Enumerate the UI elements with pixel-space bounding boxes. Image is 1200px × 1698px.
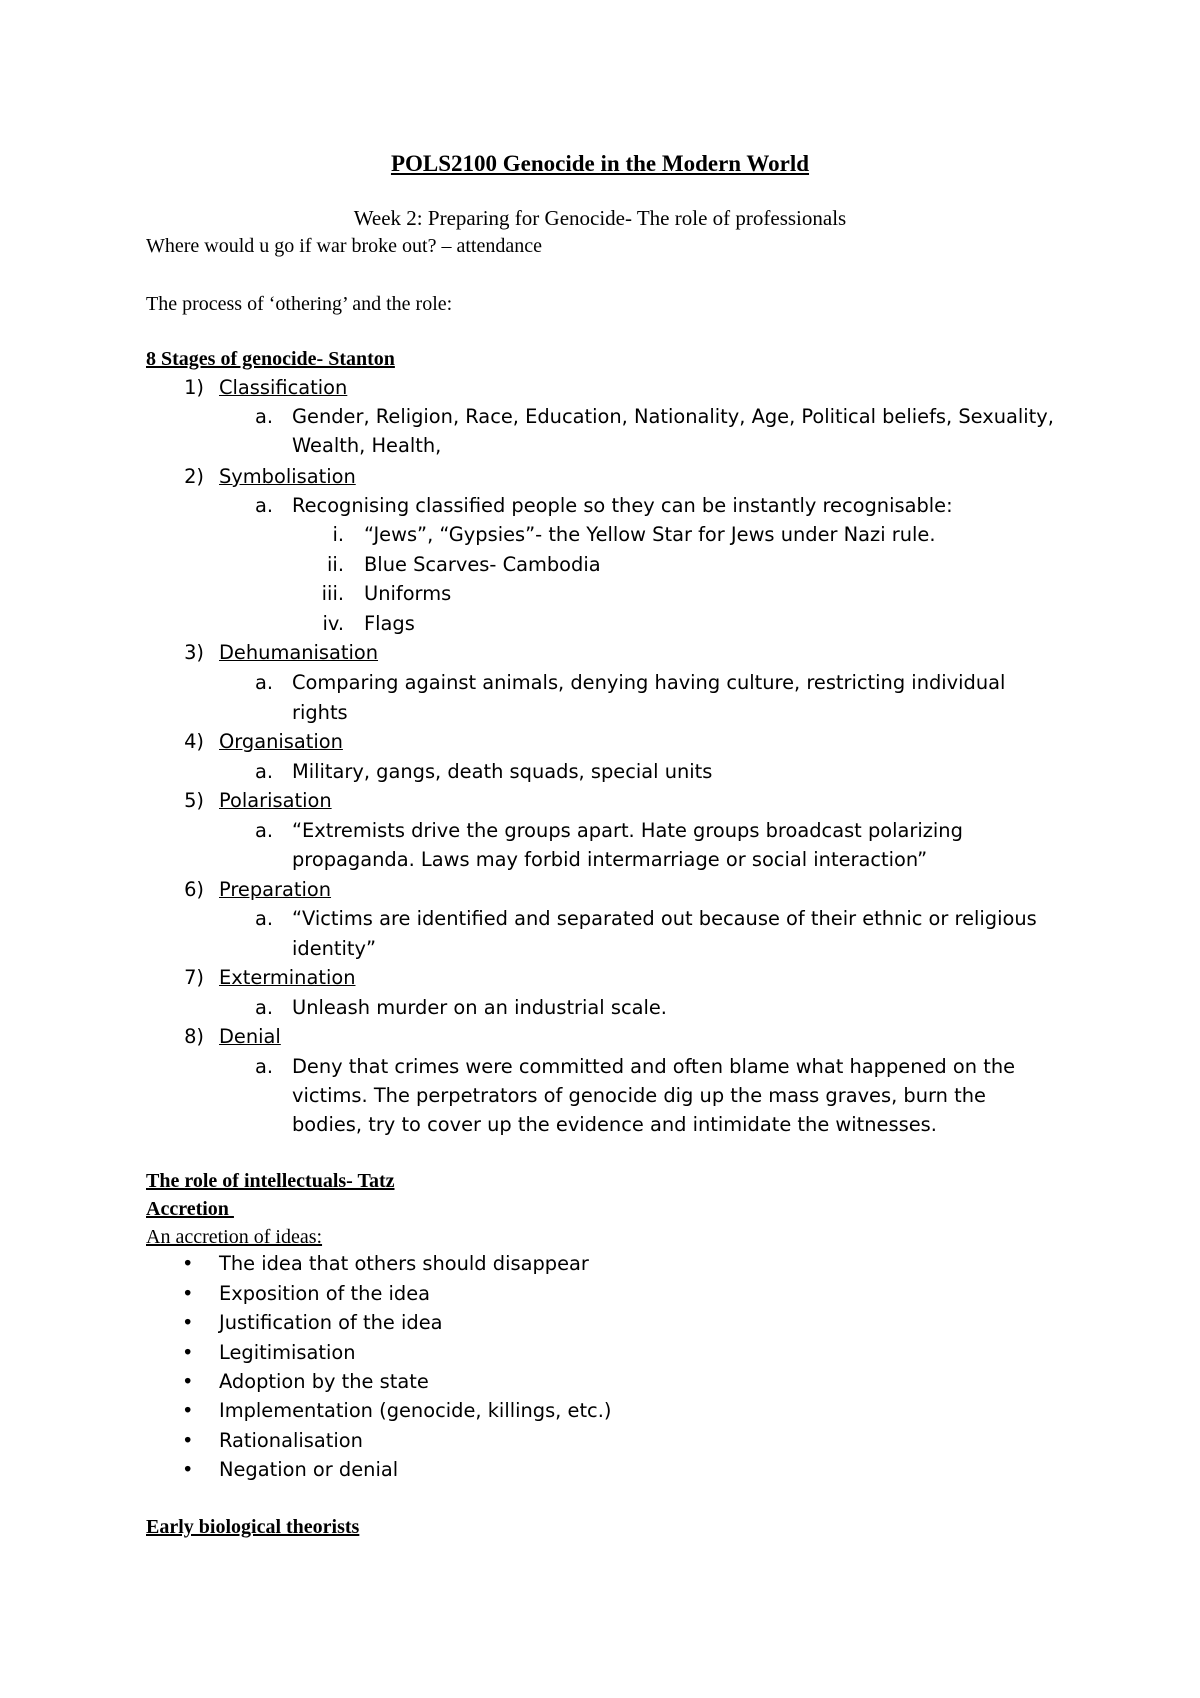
stage-point-text: “Extremists drive the groups apart. Hate groups broadcast polarizing — [292, 819, 963, 842]
stage-name-preparation: Preparation — [219, 878, 332, 901]
bullet-icon: • — [182, 1429, 194, 1452]
subpoint-text: Blue Scarves- Cambodia — [364, 553, 601, 576]
stage-point-text: Wealth, Health, — [292, 434, 442, 457]
stage-point-text: Unleash murder on an industrial scale. — [292, 996, 667, 1019]
subpoint-text: Uniforms — [364, 582, 452, 605]
subpoint-text: “Jews”, “Gypsies”- the Yellow Star for Jews under Nazi rule. — [364, 523, 936, 546]
bullet-item: Legitimisation — [219, 1341, 356, 1364]
stage-number: 4) — [184, 730, 204, 753]
stage-number: 5) — [184, 789, 204, 812]
point-marker: a. — [254, 996, 273, 1019]
point-marker: a. — [254, 819, 273, 842]
bullet-item: The idea that others should disappear — [219, 1252, 589, 1275]
subpoint-marker: iii. — [321, 582, 344, 605]
stage-point-text: propaganda. Laws may forbid intermarriage or social interaction” — [292, 848, 928, 871]
stage-number: 3) — [184, 641, 204, 664]
accretion-subheading: Accretion — [146, 1198, 234, 1220]
stage-point-text: bodies, try to cover up the evidence and intimidate the witnesses. — [292, 1113, 937, 1136]
stage-point-text: “Victims are identified and separated out because of their ethnic or religious — [292, 907, 1037, 930]
bullet-icon: • — [182, 1341, 194, 1364]
week-heading: Week 2: Preparing for Genocide- The role of professionals — [353, 206, 847, 230]
stage-name-dehumanisation: Dehumanisation — [219, 641, 379, 664]
point-marker: a. — [254, 671, 273, 694]
stage-point-text: Gender, Religion, Race, Education, Nationality, Age, Political beliefs, Sexuality, — [292, 405, 1054, 428]
point-marker: a. — [254, 494, 273, 517]
stage-name-polarisation: Polarisation — [219, 789, 332, 812]
bullet-icon: • — [182, 1370, 194, 1393]
bullet-item: Implementation (genocide, killings, etc.) — [219, 1399, 612, 1422]
stage-point-text: victims. The perpetrators of genocide dig up the mass graves, burn the — [292, 1084, 986, 1107]
stage-number: 7) — [184, 966, 204, 989]
stages-heading: 8 Stages of genocide- Stanton — [146, 348, 395, 370]
subpoint-marker: ii. — [327, 553, 344, 576]
intellectuals-heading: The role of intellectuals- Tatz — [146, 1170, 395, 1192]
bullet-item: Justification of the idea — [219, 1311, 443, 1334]
accretion-intro: An accretion of ideas: — [146, 1226, 323, 1248]
document-title: POLS2100 Genocide in the Modern World — [390, 151, 810, 176]
biological-theorists-heading: Early biological theorists — [146, 1516, 360, 1538]
bullet-item: Negation or denial — [219, 1458, 399, 1481]
point-marker: a. — [254, 1055, 273, 1078]
point-marker: a. — [254, 907, 273, 930]
point-marker: a. — [254, 405, 273, 428]
stage-point-text: Military, gangs, death squads, special units — [292, 760, 713, 783]
stage-name-organisation: Organisation — [219, 730, 343, 753]
bullet-icon: • — [182, 1399, 194, 1422]
bullet-item: Exposition of the idea — [219, 1282, 431, 1305]
bullet-icon: • — [182, 1458, 194, 1481]
stage-point-text: rights — [292, 701, 348, 724]
stage-name-classification: Classification — [219, 376, 348, 399]
bullet-icon: • — [182, 1252, 194, 1275]
stage-name-symbolisation: Symbolisation — [219, 465, 356, 488]
subpoint-marker: i. — [332, 523, 344, 546]
stage-name-denial: Denial — [219, 1025, 281, 1048]
point-marker: a. — [254, 760, 273, 783]
bullet-item: Rationalisation — [219, 1429, 363, 1452]
subpoint-marker: iv. — [322, 612, 344, 635]
stage-number: 6) — [184, 878, 204, 901]
attendance-question: Where would u go if war broke out? – attendance — [146, 235, 542, 257]
stage-point-text: Recognising classified people so they can be instantly recognisable: — [292, 494, 953, 517]
stage-number: 2) — [184, 465, 204, 488]
othering-line: The process of ‘othering’ and the role: — [146, 293, 453, 315]
stage-number: 1) — [184, 376, 204, 399]
stage-number: 8) — [184, 1025, 204, 1048]
bullet-icon: • — [182, 1311, 194, 1334]
stage-name-extermination: Extermination — [219, 966, 356, 989]
bullet-icon: • — [182, 1282, 194, 1305]
stage-point-text: Deny that crimes were committed and often blame what happened on the — [292, 1055, 1016, 1078]
bullet-item: Adoption by the state — [219, 1370, 429, 1393]
subpoint-text: Flags — [364, 612, 415, 635]
stage-point-text: Comparing against animals, denying having culture, restricting individual — [292, 671, 1006, 694]
stage-point-text: identity” — [292, 937, 377, 960]
